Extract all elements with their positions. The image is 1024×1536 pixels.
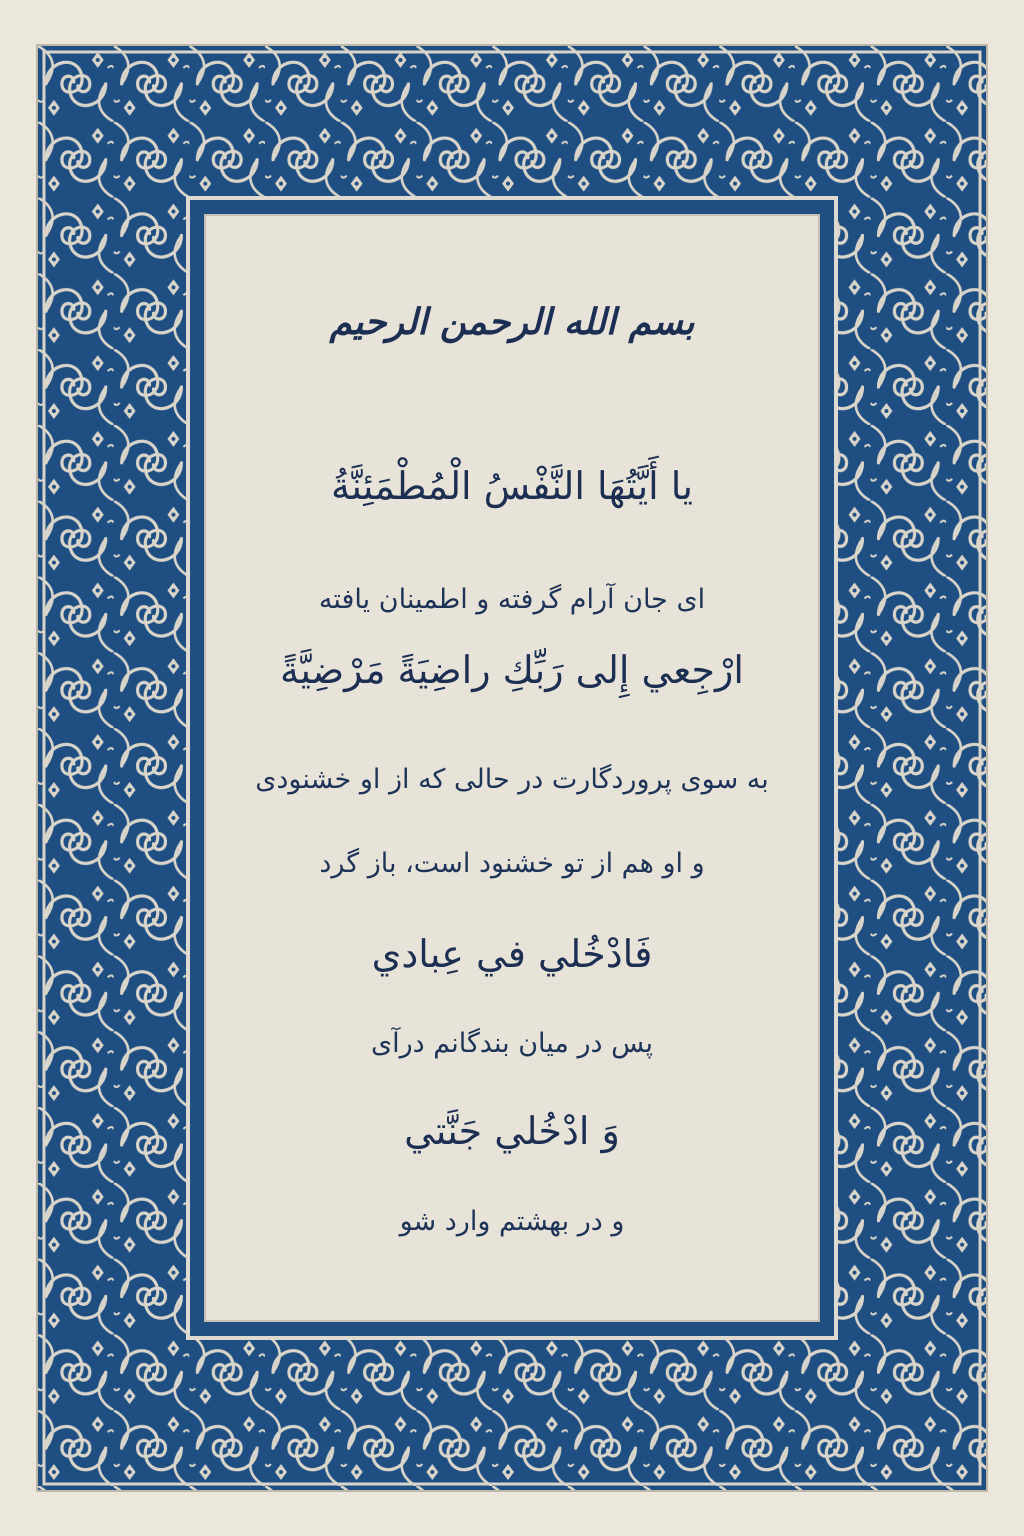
arabic-verse-2: ارْجِعي إِلى رَبِّكِ راضِيَةً مَرْضِيَّةً <box>280 648 744 692</box>
arabic-verse-1: يا أَيَّتُهَا النَّفْسُ الْمُطْمَئِنَّةُ <box>331 464 693 508</box>
text-panel <box>204 214 820 1322</box>
arabic-verse-3: فَادْخُلي في عِبادي <box>371 932 653 976</box>
basmala-heading: بسم الله الرحمن الرحيم <box>329 301 695 343</box>
persian-translation-3: پس در میان بندگانم درآی <box>370 1028 654 1059</box>
persian-translation-1: ای جان آرام گرفته و اطمینان یافته <box>318 584 706 615</box>
arabic-verse-4: وَ ادْخُلي جَنَّتي <box>404 1109 620 1153</box>
persian-translation-2b: و او هم از تو خشنود است، باز گرد <box>319 848 705 879</box>
persian-translation-2a: به سوی پروردگارت در حالی که از او خشنودی <box>255 764 769 795</box>
persian-translation-4: و در بهشتم وارد شو <box>399 1206 625 1237</box>
